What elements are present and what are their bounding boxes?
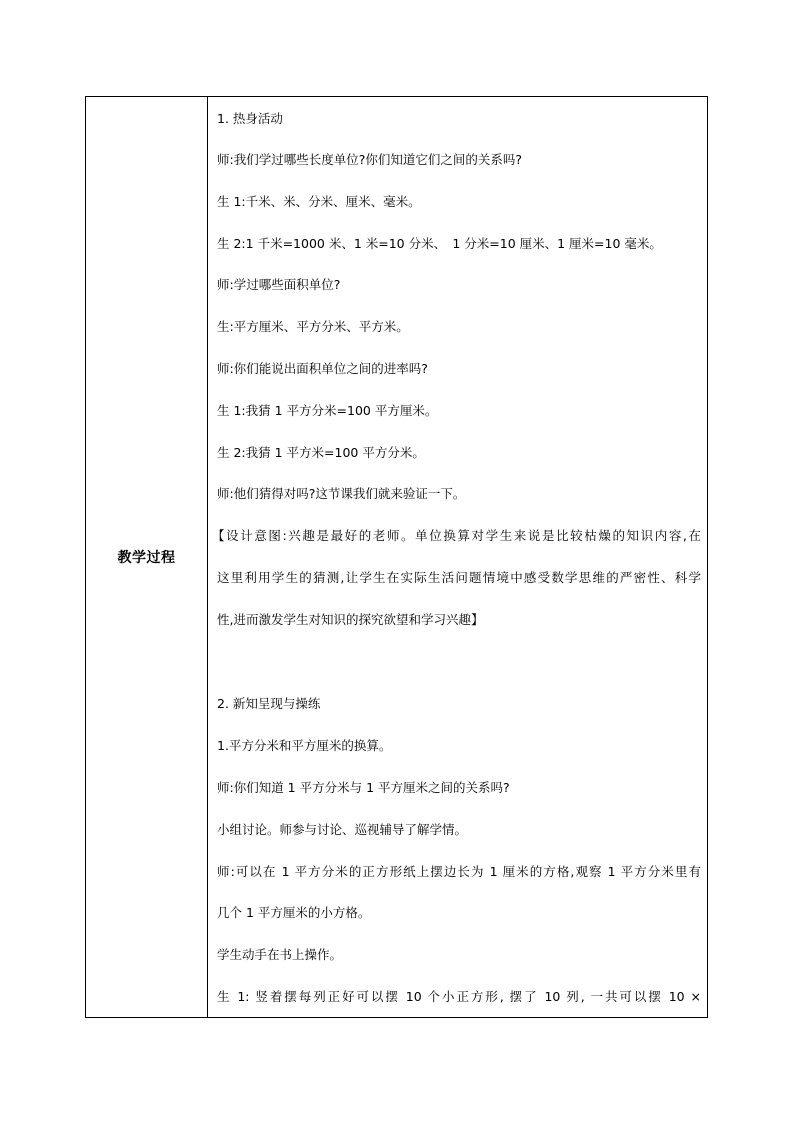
paragraph-line: 生 2:1 千米=1000 米、1 米=10 分米、 1 分米=10 厘米、1 厘米=10 毫米。 xyxy=(217,236,662,251)
paragraph-line: 师:学过哪些面积单位? xyxy=(217,277,341,292)
paragraph-line: 1.平方分米和平方厘米的换算。 xyxy=(217,738,392,753)
section-label-cell xyxy=(86,97,208,1017)
paragraph-line: 师:他们猜得对吗?这节课我们就来验证一下。 xyxy=(217,486,466,501)
paragraph-line: 师:可以在 1 平方分米的正方形纸上摆边长为 1 厘米的方格,观察 1 平方分米里有 xyxy=(217,864,701,879)
paragraph-line: 生 1:千米、米、分米、厘米、毫米。 xyxy=(217,194,421,209)
paragraph-line: 师:你们能说出面积单位之间的进率吗? xyxy=(217,361,428,376)
design-intent-line: 性,进而激发学生对知识的探究欲望和学习兴趣】 xyxy=(217,612,484,627)
paragraph-line: 生:平方厘米、平方分米、平方米。 xyxy=(217,319,409,334)
lesson-plan-table xyxy=(85,96,708,1018)
paragraph-line: 生 1:我猜 1 平方分米=100 平方厘米。 xyxy=(217,403,438,418)
section-label: 教学过程 xyxy=(117,550,176,566)
new-knowledge-heading: 2. 新知呈现与操练 xyxy=(217,696,321,711)
paragraph-line: 师:你们知道 1 平方分米与 1 平方厘米之间的关系吗? xyxy=(217,780,510,795)
paragraph-line: 几个 1 平方厘米的小方格。 xyxy=(217,905,371,920)
paragraph-line: 小组讨论。师参与讨论、巡视辅导了解学情。 xyxy=(217,822,468,837)
design-intent-line: 【设计意图:兴趣是最好的老师。单位换算对学生来说是比较枯燥的知识内容,在 xyxy=(212,528,701,543)
paragraph-line: 学生动手在书上操作。 xyxy=(217,947,343,962)
paragraph-line: 师:我们学过哪些长度单位?你们知道它们之间的关系吗? xyxy=(217,152,522,167)
paragraph-line: 生 1: 竖着摆每列正好可以摆 10 个小正方形, 摆了 10 列, 一共可以摆 10 × xyxy=(217,989,701,1004)
paragraph-line: 生 2:我猜 1 平方米=100 平方分米。 xyxy=(217,445,425,460)
content-cell xyxy=(208,97,707,1017)
design-intent-line: 这里利用学生的猜测,让学生在实际生活问题情境中感受数学思维的严密性、科学 xyxy=(217,570,701,585)
warmup-heading: 1. 热身活动 xyxy=(217,111,283,126)
